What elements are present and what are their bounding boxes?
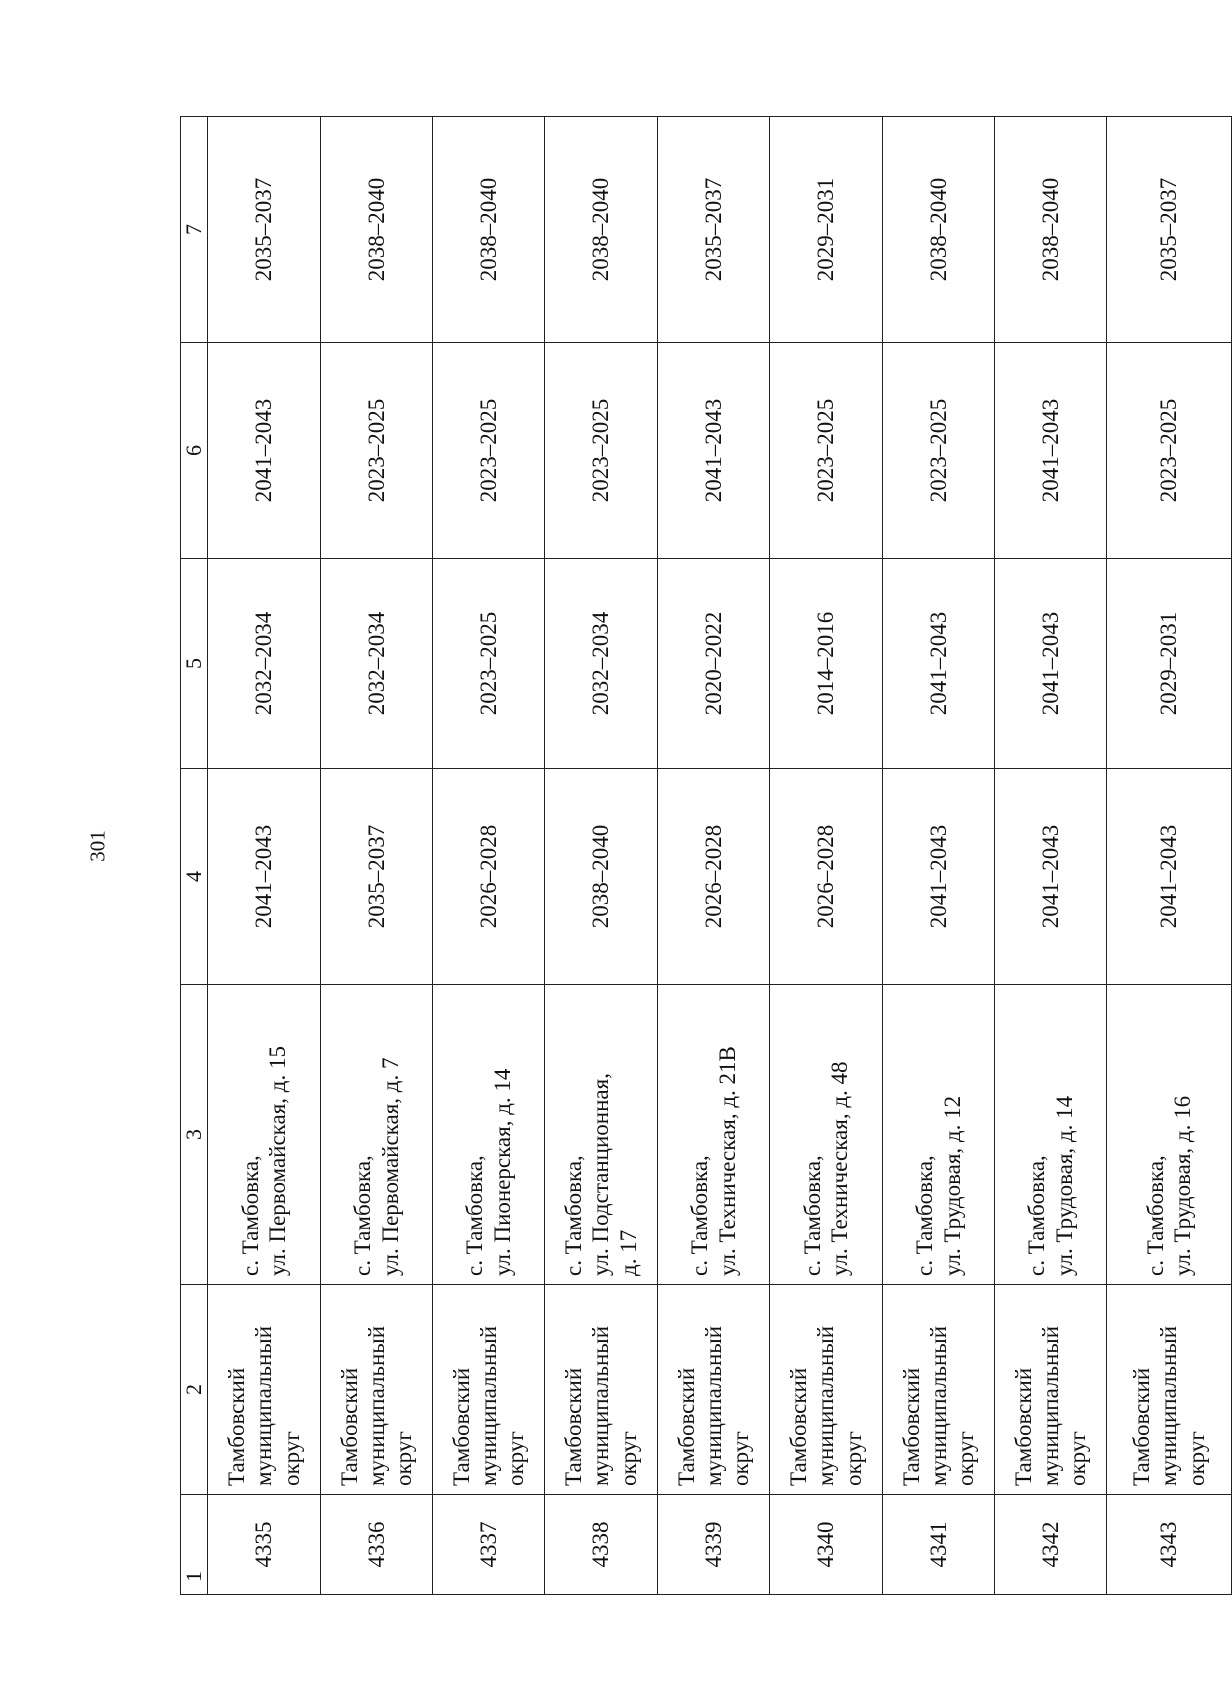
district-line: муниципальный [363, 1325, 389, 1486]
district-line: муниципальный [813, 1325, 839, 1486]
table-row [545, 117, 658, 1595]
district-line: округ [615, 1431, 641, 1486]
district-line: округ [1065, 1431, 1091, 1486]
column-header: 2 [181, 1285, 208, 1495]
district-line: Тамбовский [673, 1367, 699, 1486]
table-row [208, 117, 321, 1595]
address-line: с. Тамбовка, [687, 1155, 713, 1276]
district-line: муниципальный [251, 1325, 277, 1486]
period-cell: 2023–2025 [433, 559, 545, 769]
period-cell: 2023–2025 [1107, 343, 1232, 559]
district-line: муниципальный [925, 1325, 951, 1486]
district-cell [658, 1285, 770, 1495]
period-cell: 2014–2016 [770, 559, 883, 769]
period-cell: 2041–2043 [995, 769, 1107, 985]
row-number: 4338 [545, 1495, 658, 1595]
row-number: 4337 [433, 1495, 545, 1595]
period-cell: 2032–2034 [208, 559, 321, 769]
district-line: округ [278, 1431, 304, 1486]
address-line: ул. Первомайская, д. 15 [265, 1046, 290, 1276]
address-line: ул. Трудовая, д. 14 [1051, 1095, 1077, 1276]
row-number: 4340 [770, 1495, 883, 1595]
address-cell [658, 985, 770, 1285]
district-line: Тамбовский [786, 1367, 812, 1486]
column-header: 4 [181, 769, 208, 985]
district-line: Тамбовский [561, 1367, 587, 1486]
address-cell [995, 985, 1107, 1285]
table-row [1107, 117, 1232, 1595]
address-line: с. Тамбовка, [561, 1155, 587, 1276]
period-cell: 2020–2022 [658, 559, 770, 769]
district-cell [770, 1285, 883, 1495]
period-cell: 2032–2034 [545, 559, 658, 769]
period-cell: 2029–2031 [1107, 559, 1232, 769]
address-line: с. Тамбовка, [1024, 1155, 1050, 1276]
district-line: Тамбовский [898, 1367, 924, 1486]
period-cell: 2038–2040 [883, 117, 995, 343]
district-line: округ [728, 1431, 754, 1486]
address-line: ул. Трудовая, д. 12 [939, 1095, 965, 1276]
period-cell: 2023–2025 [883, 343, 995, 559]
district-line: муниципальный [588, 1325, 614, 1486]
district-cell [321, 1285, 433, 1495]
period-cell: 2038–2040 [545, 769, 658, 985]
schedule-table [180, 116, 1232, 1595]
row-number: 4343 [1107, 1495, 1232, 1595]
period-cell: 2038–2040 [545, 117, 658, 343]
district-cell [995, 1285, 1107, 1495]
district-cell [883, 1285, 995, 1495]
column-header: 7 [181, 117, 208, 343]
address-line: с. Тамбовка, [1142, 1155, 1168, 1276]
district-line: округ [840, 1431, 866, 1486]
column-header: 1 [181, 1495, 208, 1595]
period-cell: 2038–2040 [321, 117, 433, 343]
page-number: 301 [85, 830, 110, 862]
district-line: Тамбовский [1129, 1367, 1155, 1486]
address-cell [883, 985, 995, 1285]
address-line: с. Тамбовка, [237, 1155, 263, 1276]
district-line: Тамбовский [1010, 1367, 1036, 1486]
district-line: Тамбовский [224, 1367, 250, 1486]
period-cell: 2023–2025 [433, 343, 545, 559]
period-cell: 2026–2028 [433, 769, 545, 985]
period-cell: 2041–2043 [208, 769, 321, 985]
table-row [995, 117, 1107, 1595]
period-cell: 2041–2043 [658, 343, 770, 559]
district-line: Тамбовский [336, 1367, 362, 1486]
address-line: ул. Подстанционная, [588, 1073, 614, 1276]
district-cell [208, 1285, 321, 1495]
period-cell: 2023–2025 [321, 343, 433, 559]
rotated-table-container [180, 117, 1209, 1595]
period-cell: 2041–2043 [208, 343, 321, 559]
period-cell: 2035–2037 [321, 769, 433, 985]
period-cell: 2023–2025 [545, 343, 658, 559]
period-cell: 2035–2037 [208, 117, 321, 343]
period-cell: 2041–2043 [883, 769, 995, 985]
district-line: муниципальный [700, 1325, 726, 1486]
period-cell: 2029–2031 [770, 117, 883, 343]
address-line: с. Тамбовка, [350, 1155, 376, 1276]
address-cell [433, 985, 545, 1285]
table-row [321, 117, 433, 1595]
district-line: округ [503, 1431, 529, 1486]
address-line: с. Тамбовка, [462, 1155, 488, 1276]
district-cell [1107, 1285, 1232, 1495]
period-cell: 2041–2043 [883, 559, 995, 769]
district-line: муниципальный [1156, 1325, 1182, 1486]
address-cell [545, 985, 658, 1285]
address-line: ул. Первомайская, д. 7 [377, 1057, 403, 1276]
row-number: 4335 [208, 1495, 321, 1595]
district-line: округ [1183, 1431, 1209, 1486]
address-line: ул. Пионерская, д. 14 [489, 1068, 515, 1276]
column-header: 6 [181, 343, 208, 559]
district-line: Тамбовский [448, 1367, 474, 1486]
address-line: с. Тамбовка, [799, 1155, 825, 1276]
district-line: муниципальный [1037, 1325, 1063, 1486]
district-line: округ [391, 1431, 417, 1486]
address-line: ул. Трудовая, д. 16 [1170, 1095, 1195, 1276]
period-cell: 2026–2028 [658, 769, 770, 985]
period-cell: 2041–2043 [995, 343, 1107, 559]
period-cell: 2035–2037 [658, 117, 770, 343]
table-row [770, 117, 883, 1595]
column-header: 5 [181, 559, 208, 769]
period-cell: 2038–2040 [995, 117, 1107, 343]
row-number: 4341 [883, 1495, 995, 1595]
address-line: с. Тамбовка, [912, 1155, 938, 1276]
address-cell [208, 985, 321, 1285]
row-number: 4342 [995, 1495, 1107, 1595]
table-row [433, 117, 545, 1595]
period-cell: 2023–2025 [770, 343, 883, 559]
address-cell [1107, 985, 1232, 1285]
period-cell: 2041–2043 [1107, 769, 1232, 985]
row-number: 4339 [658, 1495, 770, 1595]
period-cell: 2041–2043 [995, 559, 1107, 769]
period-cell: 2026–2028 [770, 769, 883, 985]
district-cell [545, 1285, 658, 1495]
address-line: ул. Техническая, д. 48 [827, 1061, 852, 1276]
district-line: муниципальный [475, 1325, 501, 1486]
period-cell: 2032–2034 [321, 559, 433, 769]
period-cell: 2038–2040 [433, 117, 545, 343]
row-number: 4336 [321, 1495, 433, 1595]
column-header: 3 [181, 985, 208, 1285]
table-row [658, 117, 770, 1595]
district-line: округ [953, 1431, 979, 1486]
period-cell: 2035–2037 [1107, 117, 1232, 343]
address-line: ул. Техническая, д. 21В [714, 1046, 740, 1276]
address-cell [770, 985, 883, 1285]
address-cell [321, 985, 433, 1285]
district-cell [433, 1285, 545, 1495]
table-header-row [181, 117, 208, 1595]
table-row [883, 117, 995, 1595]
address-line: д. 17 [615, 1229, 641, 1276]
